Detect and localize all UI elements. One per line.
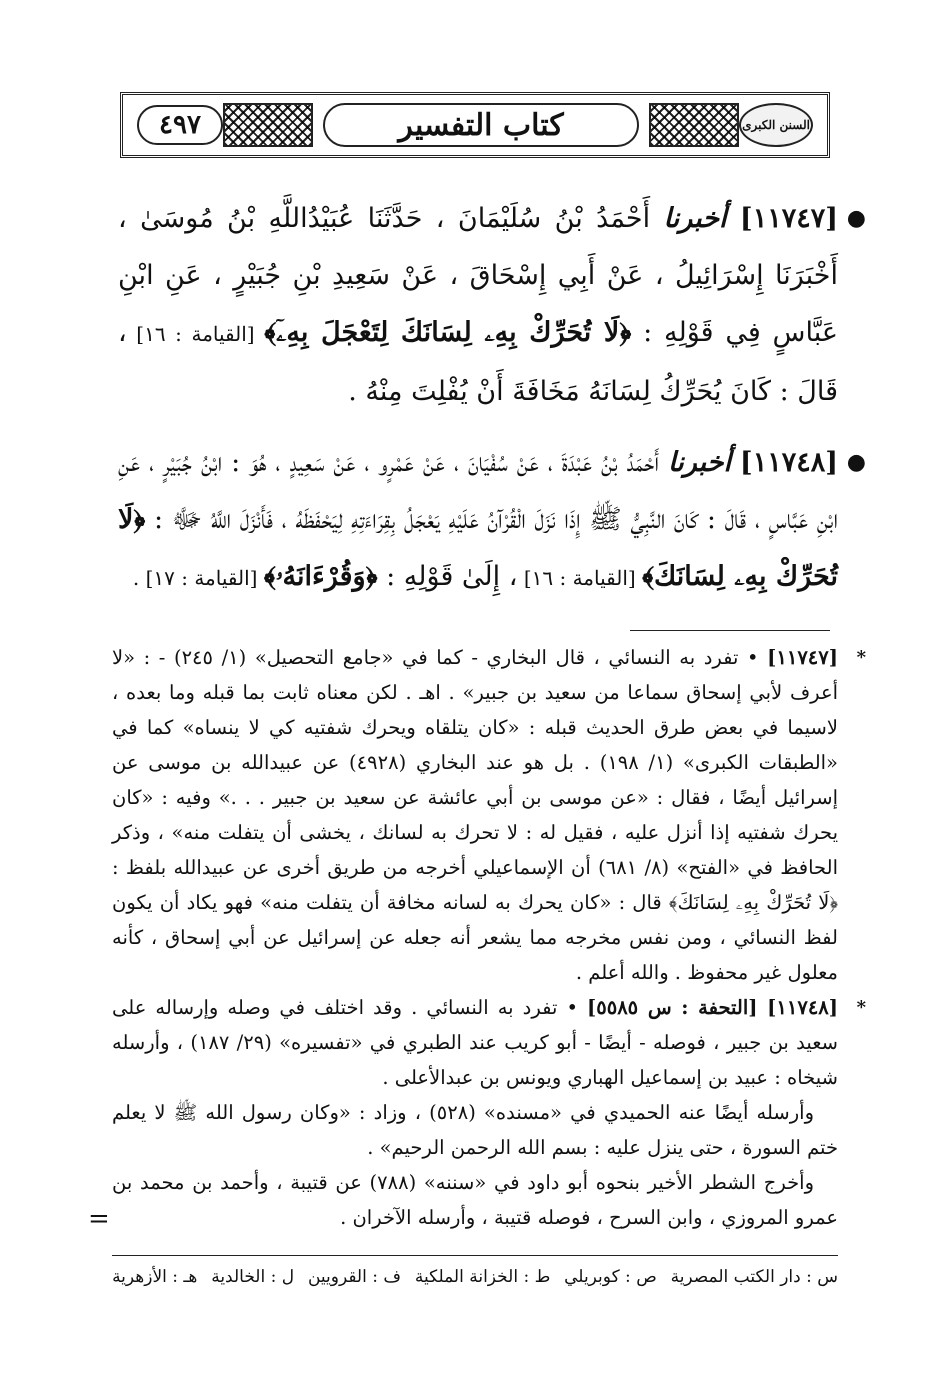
footnote-line: • تفرد به النسائي . وقد اختلف في وصله وإرساله على سعيد بن جبير ، فوصله - أيضًا - أبو كريب عند الطبري في «تفسيره» (٢٩/ ١٨٧) ، وأرسله شيخاه : عبيد بن إسماعيل الهباري ويونس بن عبدالأعلى . xyxy=(112,996,838,1089)
abbreviation-item: س : دار الكتب المصرية xyxy=(670,1267,838,1287)
footnotes xyxy=(112,640,866,1235)
asterisk-icon: * xyxy=(856,647,866,668)
header-right xyxy=(649,103,819,147)
continuation-mark: = xyxy=(88,1204,110,1234)
header-left xyxy=(131,103,313,147)
quran-quote: ﴿لَا تُحَرِّكْ بِهِۦ لِسَانَكَ﴾ xyxy=(118,504,838,592)
page-number: ٤٩٧ xyxy=(137,105,223,145)
asterisk-icon: * xyxy=(856,997,866,1018)
hadith-text: ، إِلَىٰ قَوْلِهِ : xyxy=(377,561,518,592)
footnote xyxy=(112,990,866,1235)
hadith-entry xyxy=(118,434,866,607)
book-title: كتاب التفسير xyxy=(323,103,639,147)
footnote-text xyxy=(112,640,838,990)
bottom-separator xyxy=(112,1255,838,1256)
manuscript-abbreviations xyxy=(112,1262,838,1292)
quran-quote: ﴿لَا تُحَرِّكْ بِهِۦ لِسَانَكَ لِتَعْجَلَ بِهِۦٓ﴾ xyxy=(264,317,632,348)
hadith-opener: أخبرنا xyxy=(667,447,731,478)
hadith-opener: أخبرنا xyxy=(663,203,727,234)
footnote-separator xyxy=(630,630,830,631)
bullet-icon: ● xyxy=(846,450,866,475)
footnote-number: [١١٧٤٨] [التحفة : س ٥٥٨٥] xyxy=(587,996,839,1019)
hadith-number: [١١٧٤٨] xyxy=(739,447,838,478)
abbreviation-item: ص : كوبريلي xyxy=(564,1267,657,1287)
quran-reference: [القيامة : ١٧] . xyxy=(132,566,264,590)
ornament-left-icon xyxy=(223,103,313,147)
ornament-right-icon xyxy=(649,103,739,147)
footnote-line: • تفرد به النسائي ، قال البخاري - كما في «جامع التحصيل» (١/ ٢٤٥) - : «لا أعرف لأبي إسحاق سماعا من سعيد بن جبير» . اهـ . لكن معناه ثابت بما قبله وما بعده ، لاسيما في بعض طرق الحديث قبله : «كان يتلقاه ويحرك شفتيه كي لا ينساه» كما في «الطبقات الكبرى» (١/ ١٩٨) . بل هو عند البخاري (٤٩٢٨) عن عبيدالله بن موسى عن إسرائيل أيضًا ، فقال : «عن موسى بن أبي عائشة عن سعيد بن جبير . . .» وفيه : «كان يحرك شفتيه إذا أنزل عليه ، فقيل له : لا تحرك به لسانك ، يخشى أن يتفلت منه» ، وذكر الحافظ في «الفتح» (٨/ ٦٨١) أن الإسماعيلي أخرجه من طريق أخرى عن عبيدالله بلفظ : ﴿لَا تُحَرِّكْ بِهِۦ لِسَانَكَ﴾ قال : «كان يحرك به لسانه مخافة أن يتفلت منه» فهو يكاد أن يكون لفظ النسائي ، ومن نفس مخرجه مما يشعر أنه جعله عن إسرائيل عن أبي إسحاق ، كأنه معلول غير محفوظ . والله أعلم . xyxy=(112,646,838,984)
footnote-number: [١١٧٤٧] xyxy=(767,646,838,669)
abbreviation-item: ل : الخالدية xyxy=(211,1267,295,1287)
book-logo: السنن الكبرى xyxy=(739,103,813,147)
hadith-number: [١١٧٤٧] xyxy=(739,203,838,234)
hadith-text: ، قَالَ : كَانَ يُحَرِّكُ لِسَانَهُ مَخَافَةَ أَنْ يُفْلِتَ مِنْهُ . xyxy=(118,317,838,407)
quran-reference: [القيامة : ١٦] xyxy=(517,566,643,590)
abbreviation-item: ف : القرويين xyxy=(307,1267,401,1287)
footnote-paragraph: وأرسله أيضًا عنه الحميدي في «مسنده» (٥٢٨) ، وزاد : «وكان رسول الله ﷺ لا يعلم ختم السورة ، حتى ينزل عليه : بسم الله الرحمن الرحيم» . xyxy=(112,1101,838,1159)
quran-quote: ﴿وَقُرْءَانَهُۥ﴾ xyxy=(263,561,378,592)
hadith-text: أَحْمَدُ بْنُ عَبْدَةَ ، عَنْ سُفْيَانَ ، عَنْ عَمْرٍو ، عَنْ سَعِيدٍ ، هُوَ : ابْنُ جُبَيْرٍ ، عَنِ ابْنِ عَبَّاسٍ ، قَالَ : كَانَ النَّبِيُّ ﷺ إِذَا نَزَلَ الْقُرْآنُ عَلَيْهِ يَعْجَلُ بِقِرَاءَتِهِ لِيَحْفَظَهُ ، فَأَنْزَلَ اللَّهُ ﷻ : xyxy=(118,447,838,535)
abbreviation-item: ط : الخزانة الملكية xyxy=(414,1267,551,1287)
page-header xyxy=(120,92,830,158)
bullet-icon: ● xyxy=(846,206,866,231)
main-text xyxy=(118,190,866,621)
footnote xyxy=(112,640,866,990)
quran-reference: [القيامة : ١٦] xyxy=(126,322,265,346)
footnote-paragraph: وأخرج الشطر الأخير بنحوه أبو داود في «سننه» (٧٨٨) عن قتيبة ، وأحمد بن محمد بن عمرو المروزي ، وابن السرح ، فوصله قتيبة ، وأرسله الآخران . xyxy=(112,1171,838,1229)
hadith-entry xyxy=(118,190,866,420)
abbreviation-item: هـ : الأزهرية xyxy=(112,1267,198,1287)
hadith-text: أَحْمَدُ بْنُ سُلَيْمَانَ ، حَدَّثَنَا عُبَيْدُاللَّهِ بْنُ مُوسَىٰ ، أَخْبَرَنَا إِسْرَائِيلُ ، عَنْ أَبِي إِسْحَاقَ ، عَنْ سَعِيدِ بْنِ جُبَيْرٍ ، عَنِ ابْنِ عَبَّاسٍ فِي قَوْلِهِ : xyxy=(118,203,839,348)
footnote-text xyxy=(112,990,838,1095)
